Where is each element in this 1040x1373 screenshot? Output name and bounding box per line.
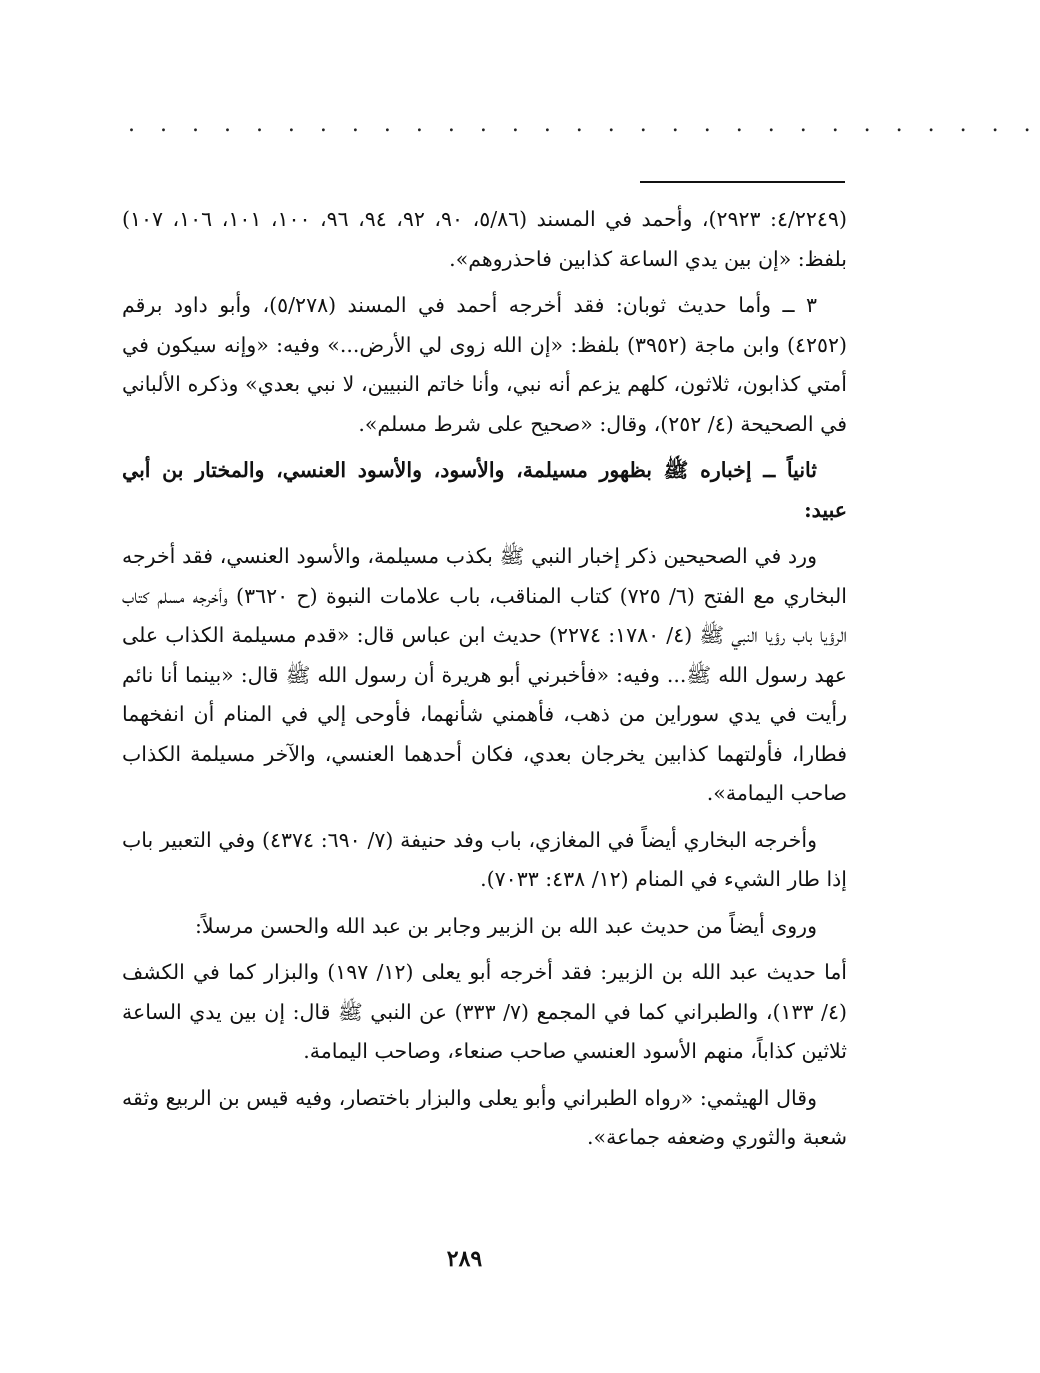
footnote-continuation-dots: . . . . . . . . . . . . . . . . . . . . . . . . . . . . . [128,112,1040,137]
section-heading: ثانياً ــ إخباره ﷺ بظهور مسيلمة، والأسود، والأسود العنسي، والمختار بن أبي عبيد: [122,458,847,522]
footnote-text: (٤/٢٢٤٩: ٢٩٢٣)، وأحمد في المسند (٥/٨٦، ٩٠، ٩٢، ٩٤، ٩٦، ١٠٠، ١٠١، ١٠٦، ١٠٧) بلفظ: «إن بين يدي الساعة كذابين فاحذروهم». [122,207,847,271]
page-body [122,200,847,1165]
page-number: ٢٨٩ [446,1246,483,1272]
paragraph-bukhari-maghazi: وأخرجه البخاري أيضاً في المغازي، باب وفد حنيفة (٧/ ٦٩٠: ٤٣٧٤) وفي التعبير باب إذا طار الشيء في المنام (١٢/ ٤٣٨: ٧٠٣٣). [122,827,847,891]
paragraph-ibn-zubayr: أما حديث عبد الله بن الزبير: فقد أخرجه أبو يعلى (١٢/ ١٩٧) والبزار كما في الكشف (٤/ ١٣٣)، والطبراني كما في المجمع (٧/ ٣٣٣) عن النبي ﷺ قال: إن بين يدي الساعة ثلاثين كذاباً، منهم الأسود العنسي صاحب صنعاء، وصاحب اليمامة. [122,960,847,1063]
section-divider [640,181,845,183]
paragraph-other-narrations: وروى أيضاً من حديث عبد الله بن الزبير وجابر بن عبد الله والحسن مرسلاً: [194,913,817,938]
paragraph-thawban-hadith: ٣ ــ وأما حديث ثوبان: فقد أخرجه أحمد في المسند (٥/٢٧٨)، وأبو داود برقم (٤٢٥٢) وابن ماجة (٣٩٥٢) بلفظ: «إن الله زوى لي الأرض...» وفيه: «وإنه سيكون في أمتي كذابون، ثلاثون، كلهم يزعم أنه نبي، وأنا خاتم النبيين، لا نبي بعدي» وذكره الألباني في الصحيحة (٤/ ٢٥٢)، وقال: «صحيح على شرط مسلم». [122,293,848,436]
paragraph-haythami: وقال الهيثمي: «رواه الطبراني وأبو يعلى والبزار باختصار، وفيه قيس بن الربيع وثقه شعبة والثوري وضعفه جماعة». [122,1085,847,1149]
paragraph-sahihayn: ورد في الصحيحين ذكر إخبار النبي ﷺ بكذب مسيلمة، والأسود العنسي، فقد أخرجه البخاري مع الفتح (٦/ ٧٢٥) كتاب المناقب، باب علامات النبوة (ح ٣٦٢٠) وأخرجه مسلم كتاب الرؤيا باب رؤيا النبي ﷺ (٤/ ١٧٨٠: ٢٢٧٤) حديث ابن عباس قال: «قدم مسيلمة الكذاب على عهد رسول الله ﷺ... وفيه: «فأخبرني أبو هريرة أن رسول الله ﷺ قال: «بينما أنا نائم رأيت في يدي سوراين من ذهب، فأهمني شأنهما، فأوحى إلي في المنام أن انفخهما فطارا، فأولتهما كذابين يخرجان بعدي، فكان أحدهما العنسي، والآخر مسيلمة الكذاب صاحب اليمامة». [122,544,847,805]
